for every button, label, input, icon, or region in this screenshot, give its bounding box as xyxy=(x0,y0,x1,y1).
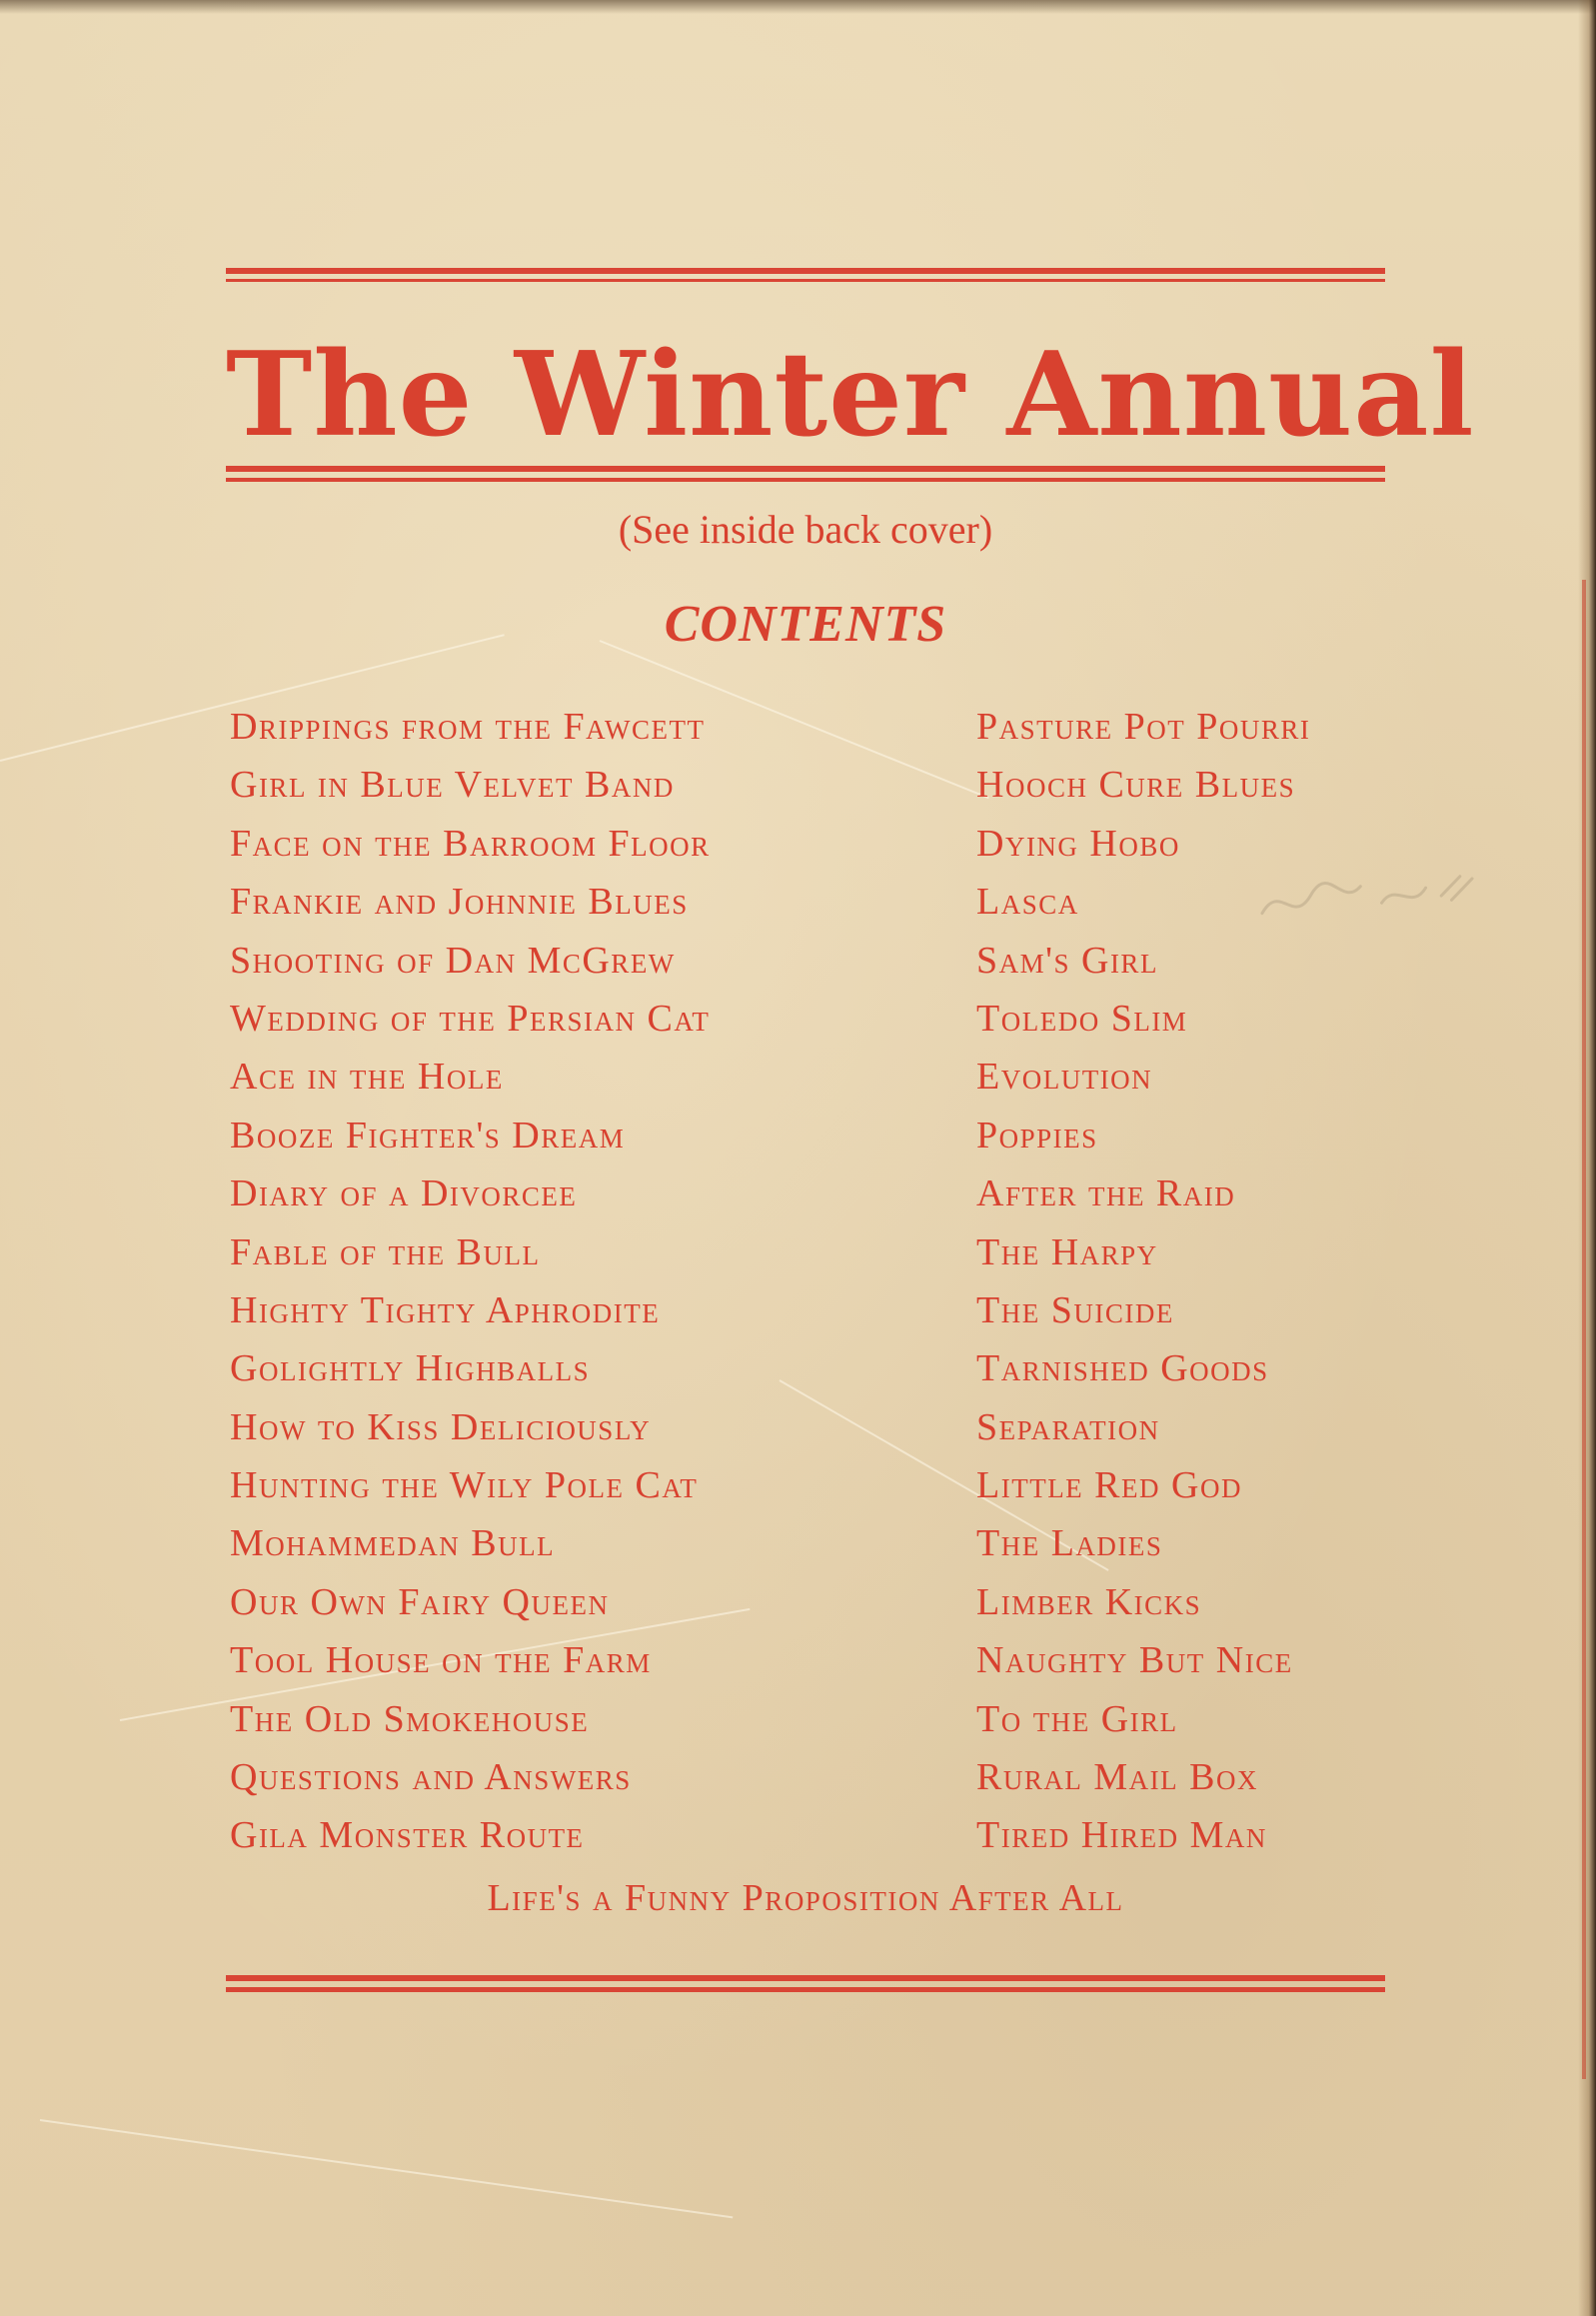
contents-item: Tool House on the Farm xyxy=(230,1639,652,1682)
contents-item: Separation xyxy=(976,1405,1160,1448)
contents-item: Rural Mail Box xyxy=(976,1756,1258,1799)
contents-item: Frankie and Johnnie Blues xyxy=(230,881,689,924)
contents-item: The Harpy xyxy=(976,1230,1158,1273)
subtitle: (See inside back cover) xyxy=(618,507,993,552)
contents-item: How to Kiss Deliciously xyxy=(230,1405,652,1448)
contents-item: The Old Smokehouse xyxy=(230,1697,590,1740)
contents-list-left xyxy=(230,698,869,1865)
contents-item: Lasca xyxy=(976,881,1079,924)
contents-item: Gila Monster Route xyxy=(230,1814,585,1857)
paper-crease xyxy=(40,2119,733,2218)
contents-item: Fable of the Bull xyxy=(230,1230,541,1273)
contents-item: Shooting of Dan McGrew xyxy=(230,939,676,982)
contents-item: Tired Hired Man xyxy=(976,1814,1267,1857)
contents-item: Questions and Answers xyxy=(230,1756,632,1799)
contents-item: Golightly Highballs xyxy=(230,1347,591,1390)
contents-item: Diary of a Divorcee xyxy=(230,1172,578,1215)
contents-item: Face on the Barroom Floor xyxy=(230,822,711,865)
top-double-rule-upper xyxy=(226,268,1385,274)
page-top-edge-shadow xyxy=(0,0,1596,14)
contents-item: To the Girl xyxy=(976,1697,1178,1740)
contents-heading: CONTENTS xyxy=(664,596,947,653)
contents-item: Highty Tighty Aphrodite xyxy=(230,1288,661,1331)
title-double-rule-upper xyxy=(226,466,1385,472)
contents-item: The Ladies xyxy=(976,1522,1163,1565)
contents-item: Toledo Slim xyxy=(976,997,1188,1040)
contents-item: Dying Hobo xyxy=(976,822,1180,865)
contents-item: Poppies xyxy=(976,1114,1098,1157)
contents-item: Booze Fighter's Dream xyxy=(230,1114,626,1157)
contents-item: Pasture Pot Pourri xyxy=(976,706,1311,748)
contents-item: Evolution xyxy=(976,1056,1153,1099)
contents-item: Tarnished Goods xyxy=(976,1347,1269,1390)
contents-item: Hunting the Wily Pole Cat xyxy=(230,1464,699,1507)
contents-item: Little Red God xyxy=(976,1464,1242,1507)
contents-final-item: Life's a Funny Proposition After All xyxy=(487,1877,1124,1919)
contents-item: Limber Kicks xyxy=(976,1580,1202,1623)
page-right-edge-shadow xyxy=(1578,0,1596,2316)
contents-item: Sam's Girl xyxy=(976,939,1158,982)
title-double-rule-lower xyxy=(226,478,1385,482)
page-right-edge-stain xyxy=(1582,580,1586,2079)
contents-item: The Suicide xyxy=(976,1288,1174,1331)
bottom-double-rule-upper xyxy=(226,1975,1385,1981)
contents-item: Our Own Fairy Queen xyxy=(230,1580,610,1623)
page-title: The Winter Annual xyxy=(226,327,1475,463)
bottom-double-rule-lower xyxy=(226,1987,1385,1992)
top-double-rule-lower xyxy=(226,279,1385,282)
contents-item: After the Raid xyxy=(976,1172,1236,1215)
contents-item: Wedding of the Persian Cat xyxy=(230,997,711,1040)
contents-item: Ace in the Hole xyxy=(230,1056,504,1099)
contents-item: Naughty But Nice xyxy=(976,1639,1293,1682)
contents-item: Hooch Cure Blues xyxy=(976,764,1296,807)
contents-item: Girl in Blue Velvet Band xyxy=(230,764,675,807)
contents-item: Mohammedan Bull xyxy=(230,1522,556,1565)
contents-item: Drippings from the Fawcett xyxy=(230,706,706,748)
